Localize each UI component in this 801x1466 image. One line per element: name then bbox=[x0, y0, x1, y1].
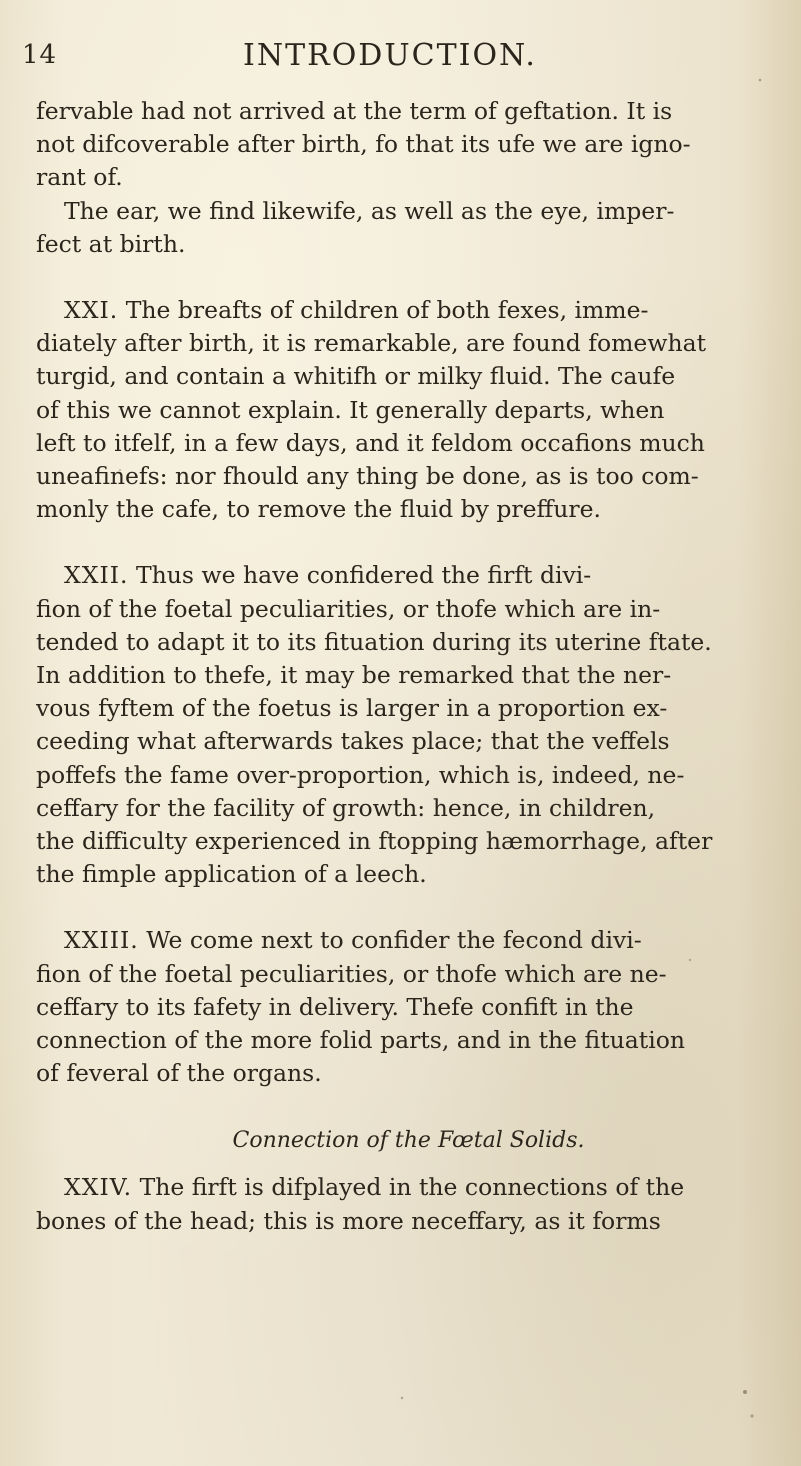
text-line: turgid, and contain a whitifh or milky fluid. The caufe bbox=[36, 362, 676, 391]
text-line: ceffary to its fafety in delivery. Thefe confift in the bbox=[36, 992, 634, 1021]
text-line: ceeding what afterwards takes place; that the veffels bbox=[36, 727, 670, 756]
section-number: XXIII. bbox=[64, 926, 139, 955]
text-line bbox=[36, 924, 781, 957]
text-line: uneafinefs: nor fhould any thing be done, as is too com- bbox=[36, 462, 699, 491]
text-line: fervable had not arrived at the term of geftation. It is bbox=[36, 97, 673, 125]
text-fragment: The firft is difplayed in the connections of the bbox=[139, 1173, 685, 1202]
text-fragment: We come next to confider the fecond divi- bbox=[146, 926, 642, 955]
text-line: the difficulty experienced in ftopping hæmorrhage, after bbox=[36, 827, 713, 856]
text-line bbox=[36, 559, 781, 592]
text-line: monly the cafe, to remove the fluid by preffure. bbox=[36, 495, 601, 524]
text-line: left to itfelf, in a few days, and it feldom occafions much bbox=[36, 428, 705, 457]
text-line: In addition to thefe, it may be remarked that the ner- bbox=[36, 661, 672, 690]
text-line: the fimple application of a leech. bbox=[36, 860, 427, 889]
page-number: 14 bbox=[22, 40, 58, 70]
text-line: connection of the more folid parts, and in the fituation bbox=[36, 1026, 686, 1055]
running-title: INTRODUCTION. bbox=[243, 38, 537, 73]
text-line: not difcoverable after birth, fo that its ufe we are igno- bbox=[36, 130, 691, 159]
text-line: fect at birth. bbox=[36, 229, 186, 258]
text-fragment: The breafts of children of both fexes, imme- bbox=[125, 296, 649, 325]
text-line bbox=[36, 294, 781, 327]
paragraph-section-xxiv bbox=[36, 1171, 781, 1237]
text-line: fion of the foetal peculiarities, or thofe which are ne- bbox=[36, 959, 667, 988]
section-number: XXIV. bbox=[64, 1173, 133, 1202]
text-line: of this we cannot explain. It generally departs, when bbox=[36, 395, 665, 424]
text-line: of feveral of the organs. bbox=[36, 1059, 322, 1088]
text-line: poffefs the fame over-proportion, which is, indeed, ne- bbox=[36, 760, 685, 789]
text-line: vous fyftem of the foetus is larger in a proportion ex- bbox=[36, 694, 668, 723]
text-line: fion of the foetal peculiarities, or thofe which are in- bbox=[36, 594, 661, 623]
text-line: diately after birth, it is remarkable, are found fomewhat bbox=[36, 329, 707, 358]
paragraph-continuation bbox=[36, 95, 781, 195]
section-number: XXII. bbox=[64, 561, 129, 590]
text-line: rant of. bbox=[36, 163, 123, 192]
paragraph-ear bbox=[36, 195, 781, 261]
text-line bbox=[36, 1171, 781, 1204]
body-text bbox=[36, 95, 781, 1238]
running-head bbox=[0, 38, 801, 74]
section-subheading: Connection of the Fœtal Solids. bbox=[232, 1128, 585, 1154]
text-line: bones of the head; this is more neceffary, as it forms bbox=[36, 1206, 661, 1235]
paragraph-section-xxi bbox=[36, 294, 781, 526]
text-fragment: Thus we have confidered the firft divi- bbox=[135, 561, 592, 590]
paragraph-section-xxii bbox=[36, 559, 781, 891]
text-line: tended to adapt it to its fituation during its uterine ftate. bbox=[36, 627, 712, 656]
text-line: The ear, we find likewife, as well as the eye, imper- bbox=[64, 196, 675, 225]
section-number: XXI. bbox=[64, 296, 119, 325]
paragraph-section-xxiii bbox=[36, 924, 781, 1090]
text-line: ceffary for the facility of growth: hence, in children, bbox=[36, 793, 656, 822]
